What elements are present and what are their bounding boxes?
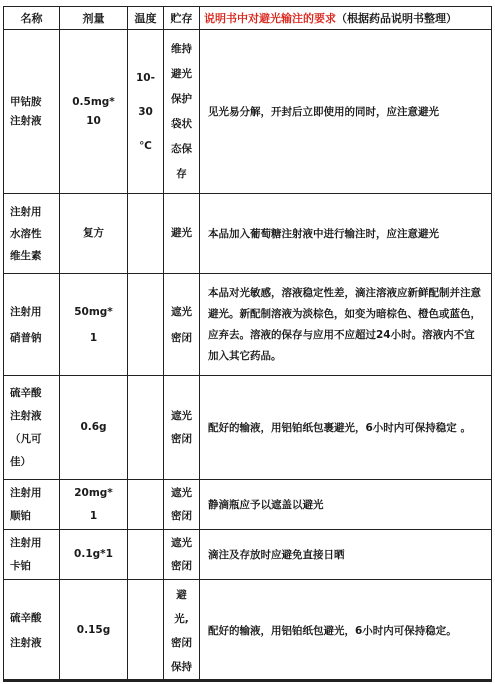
dose-cell bbox=[60, 530, 128, 580]
drug-name: 硫辛酸 注射液 bbox=[10, 611, 42, 649]
drug-name: 注射用 顺铂 bbox=[10, 486, 42, 522]
dose-cell bbox=[60, 274, 128, 376]
drug-name-cell bbox=[4, 480, 60, 530]
drug-name: 注射用 硝普钠 bbox=[10, 305, 42, 344]
table-row bbox=[4, 480, 492, 530]
dose-value: 0.1g*1 bbox=[74, 548, 113, 560]
table-row bbox=[4, 376, 492, 480]
dose-cell bbox=[60, 194, 128, 274]
storage-cell bbox=[164, 30, 200, 194]
dose-value: 0.6g bbox=[80, 421, 107, 433]
drug-name-cell bbox=[4, 30, 60, 194]
dose-value: 20mg* 1 bbox=[74, 486, 113, 522]
drug-name: 甲钴胺 注射液 bbox=[10, 95, 42, 127]
requirement-cell bbox=[200, 530, 492, 580]
header-requirements bbox=[200, 7, 492, 30]
header-name: 名称 bbox=[4, 7, 60, 30]
requirement-cell bbox=[200, 580, 492, 682]
dose-cell bbox=[60, 30, 128, 194]
requirement-cell bbox=[200, 274, 492, 376]
requirement-text: 滴注及存放时应避免直接日晒 bbox=[208, 548, 345, 561]
dose-value: 复方 bbox=[83, 227, 104, 239]
temperature-value: 10- 30 ℃ bbox=[136, 71, 155, 152]
table-bottom-rule bbox=[3, 679, 491, 681]
storage-value: 遮光 密闭 bbox=[171, 536, 192, 572]
dose-value: 50mg* 1 bbox=[74, 305, 113, 344]
storage-value: 避光 bbox=[171, 227, 192, 239]
dose-cell bbox=[60, 580, 128, 682]
requirement-cell bbox=[200, 194, 492, 274]
storage-value: 避 光, 密闭 保持 bbox=[171, 588, 192, 673]
storage-cell bbox=[164, 480, 200, 530]
drug-name: 硫辛酸 注射液 （凡可 佳） bbox=[10, 386, 42, 468]
temperature-cell bbox=[128, 194, 164, 274]
requirement-text: 本品加入葡萄糖注射液中进行输注时，应注意避光 bbox=[208, 227, 439, 240]
dose-value: 0.5mg* 10 bbox=[72, 95, 115, 127]
requirement-text: 本品对光敏感，溶液稳定性差，滴注溶液应新鲜配制并注意避光。新配制溶液为淡棕色，如变为暗棕色、橙色或蓝色，应弃去。溶液的保存与应用不应超过24小时。溶液内不宜加入其它药品。 bbox=[208, 286, 481, 362]
storage-value: 遮光 密闭 bbox=[171, 305, 192, 344]
header-dose: 剂量 bbox=[60, 7, 128, 30]
header-requirements-main: 说明书中对避光输注的要求 bbox=[204, 11, 336, 25]
temperature-cell bbox=[128, 274, 164, 376]
temperature-cell bbox=[128, 30, 164, 194]
storage-cell bbox=[164, 376, 200, 480]
table-row bbox=[4, 580, 492, 682]
storage-value: 维持 避光 保护 袋状 态保 存 bbox=[171, 42, 192, 180]
requirement-text: 见光易分解，开封后立即使用的同时，应注意避光 bbox=[208, 105, 439, 118]
drug-name-cell bbox=[4, 580, 60, 682]
temperature-cell bbox=[128, 480, 164, 530]
dose-cell bbox=[60, 480, 128, 530]
requirement-text: 配好的输液，用铝铂纸包避光，6小时内可保持稳定。 bbox=[208, 624, 457, 637]
header-storage: 贮存 bbox=[164, 7, 200, 30]
storage-cell bbox=[164, 194, 200, 274]
table-row bbox=[4, 530, 492, 580]
dose-value: 0.15g bbox=[76, 624, 111, 636]
header-requirements-source: （根据药品说明书整理） bbox=[336, 11, 457, 25]
drug-light-protection-table bbox=[3, 6, 492, 682]
temperature-cell bbox=[128, 530, 164, 580]
storage-value: 遮光 密闭 bbox=[171, 409, 192, 445]
header-temperature: 温度 bbox=[128, 7, 164, 30]
storage-cell bbox=[164, 580, 200, 682]
table-row bbox=[4, 30, 492, 194]
table-row bbox=[4, 274, 492, 376]
storage-cell bbox=[164, 274, 200, 376]
storage-cell bbox=[164, 530, 200, 580]
requirement-cell bbox=[200, 30, 492, 194]
drug-name-cell bbox=[4, 530, 60, 580]
drug-name-cell bbox=[4, 376, 60, 480]
requirement-text: 配好的输液，用铝铂纸包裹避光，6小时内可保持稳定 。 bbox=[208, 421, 471, 434]
drug-name-cell bbox=[4, 194, 60, 274]
dose-cell bbox=[60, 376, 128, 480]
drug-name-cell bbox=[4, 274, 60, 376]
temperature-cell bbox=[128, 580, 164, 682]
drug-name: 注射用 卡铂 bbox=[10, 536, 42, 572]
storage-value: 遮光 密闭 bbox=[171, 486, 192, 522]
drug-name: 注射用 水溶性 维生素 bbox=[10, 205, 42, 262]
temperature-cell bbox=[128, 376, 164, 480]
requirement-cell bbox=[200, 480, 492, 530]
table-row bbox=[4, 194, 492, 274]
requirement-text: 静滴瓶应予以遮盖以避光 bbox=[208, 498, 324, 511]
requirement-cell bbox=[200, 376, 492, 480]
table-header-row bbox=[4, 7, 492, 30]
